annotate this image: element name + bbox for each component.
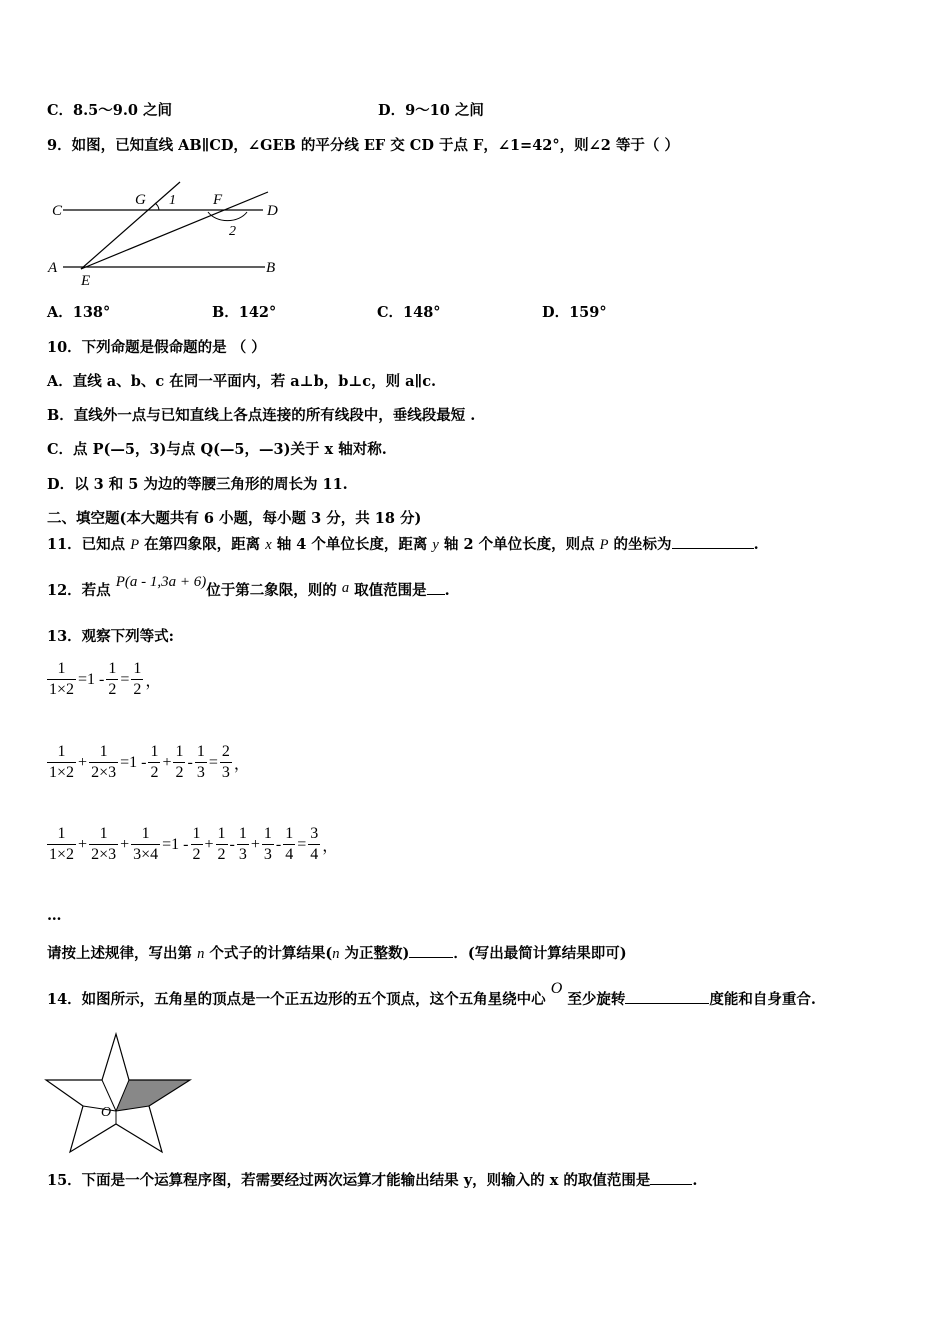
q11-var-x: x	[265, 537, 272, 553]
q11	[47, 534, 759, 555]
q12-answer-blank[interactable]	[427, 580, 445, 595]
section-2-heading: 二、填空题(本大题共有 6 小题，每小题 3 分，共 18 分)	[47, 510, 422, 527]
q11-var-p2: P	[599, 537, 609, 553]
q13-equation-3: $\frac{1}{1\times 2}$ + $\frac{1}{2\times 3}$ + $\frac{1}{3\times 4}$ =1 - $\frac{1}{2}$ + $\frac{1}{2}$ - $\frac{1}{3}$ + $\frac{1}{3}$ - $\frac{1}{4}$ = $\frac{3}{4}$ ，	[49, 825, 339, 863]
q14-text-3: 度能和自身重合.	[709, 991, 816, 1008]
q10-option-b: B．直线外一点与已知直线上各点连接的所有线段中，垂线段最短 .	[47, 407, 476, 424]
q13-equation-2: $\frac{1}{1\times 2}$ + $\frac{1}{2\times 3}$ =1 - $\frac{1}{2}$ + $\frac{1}{2}$ - $\frac{1}{3}$ = $\frac{2}{3}$ ，	[49, 743, 250, 781]
q9-label-e: E	[81, 273, 91, 289]
q9-label-f: F	[213, 192, 223, 208]
q11-text-4: 轴 2 个单位长度，则点	[438, 536, 600, 553]
q10-option-d: D．以 3 和 5 为边的等腰三角形的周长为 11.	[47, 476, 348, 493]
q14-var-o: O	[550, 980, 563, 997]
q11-answer-blank[interactable]	[672, 534, 754, 549]
q12-point-expression: P(a - 1,3a + 6)	[115, 574, 207, 590]
q13-ask-4: ．(写出最简计算结果即可)	[453, 945, 627, 962]
q10-option-c: C．点 P(—5，3)与点 Q(—5，—3)关于 x 轴对称.	[47, 441, 387, 458]
q11-text-6: .	[753, 536, 759, 553]
q14-answer-blank[interactable]	[625, 989, 709, 1004]
q14-text-1: 14．如图所示，五角星的顶点是一个正五边形的五个顶点，这个五角星绕中心	[47, 991, 551, 1008]
q9-option-a: A．138°	[47, 304, 111, 321]
q9-stem: 9．如图，已知直线 AB∥CD，∠GEB 的平分线 EF 交 CD 于点 F，∠1=42°，则∠2 等于（ ）	[47, 137, 679, 154]
q11-var-y: y	[432, 537, 439, 553]
q11-text-5: 的坐标为	[608, 536, 672, 553]
q13-var-n: n	[197, 946, 205, 962]
q9-label-g: G	[135, 192, 146, 208]
q9-option-c: C．148°	[377, 304, 441, 321]
q14-star-outline	[46, 1034, 190, 1152]
q10-stem: 10．下列命题是假命题的是 （ ）	[47, 339, 266, 356]
q12-var-a: a	[341, 580, 350, 596]
q9-label-b: B	[266, 260, 276, 276]
q9-label-2: 2	[229, 224, 236, 239]
q9-parallel-lines-figure	[45, 180, 290, 290]
q9-option-d: D．159°	[542, 304, 607, 321]
q14	[47, 980, 816, 1010]
q12	[47, 574, 450, 601]
q11-var-p: P	[130, 537, 140, 553]
q13-question	[47, 943, 627, 964]
q15-answer-blank[interactable]	[650, 1170, 692, 1185]
q11-text-1: 11．已知点	[47, 536, 131, 553]
q11-text-2: 在第四象限，距离	[139, 536, 266, 553]
q12-text-1: 12．若点	[47, 582, 116, 599]
q9-option-b: B．142°	[212, 304, 277, 321]
q12-text-2: 位于第二象限，则的	[206, 582, 342, 599]
q12-text-3: 取值范围是	[349, 582, 427, 599]
q11-text-3: 轴 4 个单位长度，距离	[271, 536, 433, 553]
q14-label-o: O	[101, 1105, 112, 1120]
q9-label-d: D	[267, 203, 278, 219]
q13-ellipsis: …	[47, 907, 62, 924]
q13-answer-blank[interactable]	[409, 943, 453, 958]
q15-text-1: 15．下面是一个运算程序图，若需要经过两次运算才能输出结果 y，则输入的 x 的取值范围是	[47, 1172, 651, 1189]
q13-ask-3: 为正整数)	[339, 945, 410, 962]
q8-option-d: D．9～10 之间	[378, 102, 484, 119]
q8-option-c: C．8.5～9.0 之间	[47, 102, 173, 119]
q9-label-a: A	[48, 260, 58, 276]
q13-equation-1: $\frac{1}{1\times 2}$ =1 - $\frac{1}{2}$ = $\frac{1}{2}$ ，	[49, 660, 162, 698]
q13-var-n2: n	[332, 946, 340, 962]
q14-text-2: 至少旋转	[562, 991, 626, 1008]
q15-text-2: .	[692, 1172, 698, 1189]
q12-text-4: .	[444, 582, 450, 599]
q9-label-1: 1	[169, 193, 176, 208]
q10-option-a: A．直线 a、b、c 在同一平面内，若 a⊥b，b⊥c，则 a∥c.	[47, 373, 437, 390]
q15	[47, 1170, 697, 1191]
q9-label-c: C	[52, 203, 63, 219]
q13-ask-1: 请按上述规律，写出第	[47, 945, 198, 962]
q13-title: 13．观察下列等式:	[47, 628, 175, 645]
q14-star-figure	[44, 1032, 194, 1157]
q13-ask-2: 个式子的计算结果(	[204, 945, 333, 962]
